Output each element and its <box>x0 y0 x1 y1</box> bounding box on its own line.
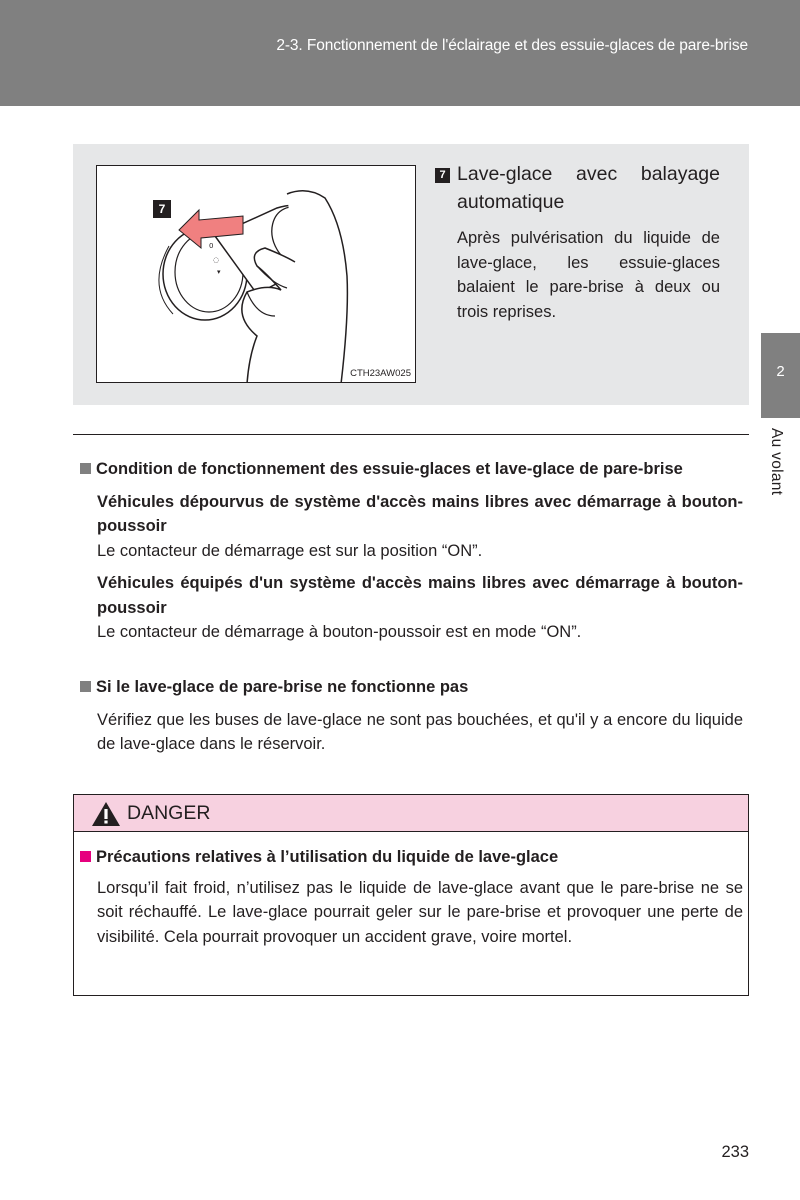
image-code: CTH23AW025 <box>350 368 411 379</box>
subsection-title: Véhicules équipés d'un système d'accès mains libres avec démarrage à bouton-poussoir <box>97 574 743 617</box>
section-text: Vérifiez que les buses de lave-glace ne sont pas bouchées, et qu'il y a encore du liquide de lave-glace dans le réservoir. <box>97 710 743 753</box>
step-title <box>457 160 720 216</box>
chapter-number: 2 <box>776 363 785 380</box>
step-title-line2: automatique <box>457 191 565 213</box>
wiper-lever-illustration <box>97 166 416 383</box>
svg-text:◌: ◌ <box>213 256 220 264</box>
section-washer-not-working <box>80 675 743 757</box>
section-heading: Condition de fonctionnement des essuie-glaces et lave-glace de pare-brise <box>80 457 743 482</box>
square-bullet-icon <box>80 681 91 692</box>
subsection-text: Le contacteur de démarrage à bouton-poussoir est en mode “ON”. <box>97 623 582 641</box>
section-title: 2-3. Fonctionnement de l'éclairage et des essuie-glaces de pare-brise <box>276 37 748 54</box>
danger-content <box>80 845 743 949</box>
figure-step-badge: 7 <box>153 200 171 218</box>
step-title-line1: Lave-glace avec balayage <box>457 163 720 185</box>
step-description: Après pulvérisation du liquide de lave-glace, les essuie-glaces balaient le pare-brise à deux ou trois reprises. <box>457 229 720 321</box>
square-bullet-icon <box>80 463 91 474</box>
chapter-tab <box>761 333 800 418</box>
danger-header <box>74 795 748 832</box>
svg-text:0: 0 <box>209 242 214 250</box>
section-operating-condition <box>80 457 743 645</box>
danger-text: Lorsqu’il fait froid, n’utilisez pas le liquide de lave-glace avant que le pare-brise ne se soit réchauffé. Le lave-glace pourrait geler sur le pare-brise et provoquer une perte de visibilité. Cela pourrait provoquer un accident grave, voire mortel. <box>97 878 743 946</box>
figure-panel <box>73 144 749 405</box>
danger-heading: Précautions relatives à l’utilisation du liquide de lave-glace <box>80 845 743 870</box>
svg-text:▾: ▾ <box>217 268 221 276</box>
step-badge: 7 <box>435 168 450 183</box>
warning-triangle-icon <box>91 801 121 827</box>
danger-box <box>73 794 749 996</box>
page-header <box>0 0 800 106</box>
divider <box>73 434 749 435</box>
danger-label: DANGER <box>127 802 211 824</box>
subsection-with-smart-key <box>80 571 743 645</box>
page-number: 233 <box>721 1143 749 1161</box>
subsection-title: Véhicules dépourvus de système d'accès mains libres avec démarrage à bouton-poussoir <box>97 492 743 535</box>
subsection-without-smart-key <box>80 490 743 564</box>
chapter-label: Au volant <box>768 428 785 496</box>
illustration-frame <box>96 165 416 383</box>
square-bullet-icon <box>80 851 91 862</box>
section-heading: Si le lave-glace de pare-brise ne fonctionne pas <box>80 675 743 700</box>
subsection-text: Le contacteur de démarrage est sur la position “ON”. <box>97 541 483 560</box>
